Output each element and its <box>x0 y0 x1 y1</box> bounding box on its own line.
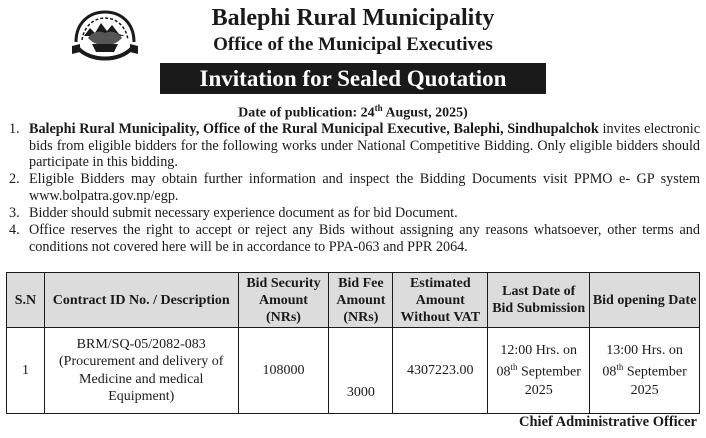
table-header-row <box>7 273 700 328</box>
contract-id: BRM/SQ-05/2082-083 <box>76 336 206 352</box>
contract-description: (Procurement and delivery of Medicine and medical Equipment) <box>59 354 224 404</box>
notice-points <box>6 121 700 256</box>
office-subtitle: Office of the Municipal Executives <box>213 34 493 55</box>
organization-title: Balephi Rural Municipality <box>211 5 495 31</box>
signatory: Chief Administrative Officer <box>519 414 697 430</box>
notice-point: 2. Eligible Bidders may obtain further information and inspect the Bidding Documents visit PPMO e- GP system www.bolpatra.gov.np/egp. <box>9 171 700 204</box>
cell-estimate: 4307223.00 <box>393 328 488 414</box>
cell-contract <box>44 328 238 414</box>
cell-last-date: 12:00 Hrs. on 08th September 2025 <box>488 328 590 414</box>
publication-date: Date of publication: 24th August, 2025) <box>238 103 468 121</box>
notice-point: 3. Bidder should submit necessary experience document as for bid Document. <box>9 204 458 221</box>
column-header-security: Bid Security Amount (NRs) <box>238 273 329 328</box>
cell-fee: 3000 <box>329 328 393 414</box>
column-header-contract: Contract ID No. / Description <box>44 273 238 328</box>
column-header-fee: Bid Fee Amount (NRs) <box>329 273 393 328</box>
notice-banner: Invitation for Sealed Quotation <box>160 63 546 94</box>
notice-point: 1. Balephi Rural Municipality, Office of the Rural Municipal Executive, Balephi, Sindhupalchok invites electronic bids from eligible bidders for the following works under National Competitive Bidding. Only eligible bidders should participate in this bidding. <box>9 121 700 171</box>
column-header-estimate: Estimated Amount Without VAT <box>393 273 488 328</box>
cell-security: 108000 <box>238 328 329 414</box>
cell-sn: 1 <box>7 328 45 414</box>
cell-opening-date: 13:00 Hrs. on 08th September 2025 <box>590 328 700 414</box>
column-header-sn: S.N <box>7 273 45 328</box>
bid-table <box>6 272 700 414</box>
column-header-last-date: Last Date of Bid Submission <box>488 273 590 328</box>
table-row <box>7 328 700 414</box>
notice-point: 4. Office reserves the right to accept or reject any Bids without assigning any reasons whatsoever, other terms and conditions not covered here will be in accordance to PPA-063 and PPR 2064. <box>9 222 700 255</box>
column-header-opening: Bid opening Date <box>590 273 700 328</box>
